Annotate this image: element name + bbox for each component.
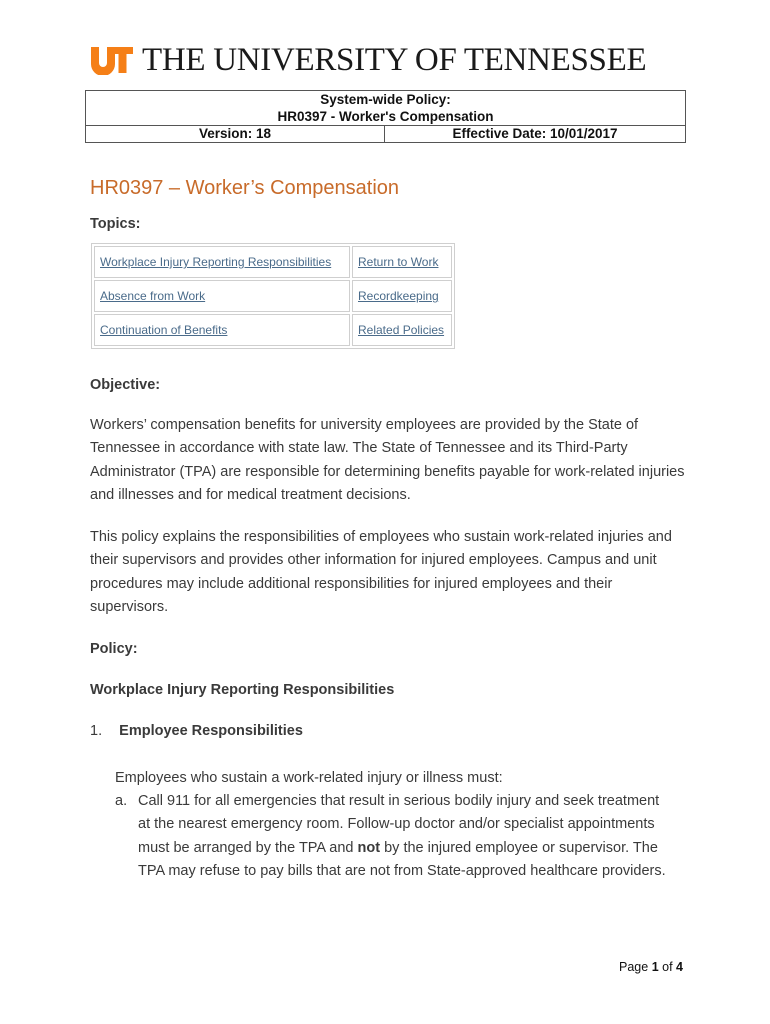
topic-link-return-to-work[interactable]: Return to Work [358,255,439,269]
university-logo [90,42,646,78]
topic-link-related-policies[interactable]: Related Policies [358,323,445,337]
topic-link-absence-from-work[interactable]: Absence from Work [100,289,206,303]
objective-paragraph-2: This policy explains the responsibilities of employees who sustain work-related injuries and their supervisors and provides other information for injured employees. Campus and unit procedures may include additional responsibilities for injured employees and their supervisors. [90,529,672,615]
list-item-a-text: Call 911 for all emergencies that result in serious bodily injury and seek treatment at the nearest emergency room. Follow-up doctor and/or specialist appointments must be arranged by the TPA and not by the injured employee or supervisor. The TPA may refuse to pay bills that are not from State-approved healthcare providers. [138,793,666,879]
section-heading-workplace-injury: Workplace Injury Reporting Responsibilities [90,682,395,698]
policy-code-title: HR0397 - Worker's Compensation [277,109,494,124]
topic-link-recordkeeping[interactable]: Recordkeeping [358,289,439,303]
university-name: THE UNIVERSITY OF TENNESSEE [142,42,647,78]
list-item-employee-responsibilities [90,723,303,739]
policy-version: Version: 18 [86,126,385,142]
ut-logo-icon [90,45,134,75]
topic-link-workplace-injury[interactable]: Workplace Injury Reporting Responsibilities [100,255,332,269]
list-item-a [115,790,675,883]
table-row [94,314,452,346]
objective-heading: Objective: [90,377,161,393]
list-number: 1. [90,723,103,739]
objective-paragraph-1: Workers’ compensation benefits for university employees are provided by the State of Tennessee in accordance with state law. The State of Tennessee and its Third-Party Administrator (TPA) are responsible for determining benefits payable for work-related injuries and illnesses and for medical treatment decisions. [90,417,685,503]
employee-intro-text: Employees who sustain a work-related injury or illness must: [115,770,503,786]
topics-heading: Topics: [90,216,141,232]
table-row [94,246,452,278]
page-number: Page 1 of 4 [619,960,683,974]
document-title: HR0397 – Worker’s Compensation [90,177,400,199]
table-row [94,280,452,312]
policy-effective-date: Effective Date: 10/01/2017 [452,126,618,141]
topic-link-continuation-of-benefits[interactable]: Continuation of Benefits [100,323,228,337]
policy-type: System-wide Policy: [320,92,451,107]
list-item-title: Employee Responsibilities [119,723,303,739]
policy-header-box [85,90,686,143]
list-marker: a. [115,793,128,809]
topics-table [91,243,455,349]
emphasis-not: not [357,839,381,856]
policy-heading: Policy: [90,641,138,657]
